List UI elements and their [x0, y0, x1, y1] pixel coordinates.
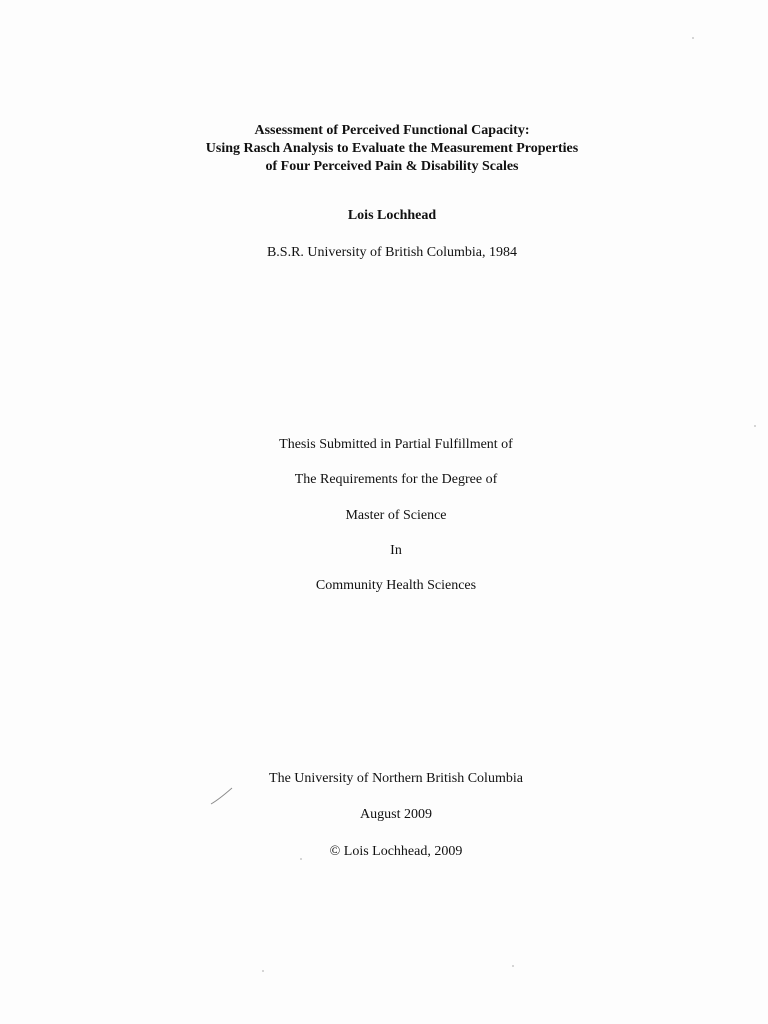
title-line-3: of Four Perceived Pain & Disability Scales	[265, 159, 519, 174]
scan-speck	[692, 37, 694, 39]
thesis-statement-line-2: The Requirements for the Degree of	[294, 472, 498, 487]
scan-speck	[300, 858, 302, 860]
previous-degree: B.S.R. University of British Columbia, 1984	[266, 245, 518, 260]
thesis-statement-line-1: Thesis Submitted in Partial Fulfillment of	[279, 437, 513, 452]
institution-name: The University of Northern British Columbia	[269, 771, 523, 786]
degree-name: Master of Science	[345, 508, 447, 523]
scan-speck	[512, 965, 514, 967]
submission-date: August 2009	[360, 807, 432, 822]
author-name: Lois Lochhead	[347, 208, 437, 223]
copyright-notice: © Lois Lochhead, 2009	[329, 844, 463, 859]
degree-connector: In	[390, 543, 402, 558]
pen-stroke-mark	[210, 786, 234, 806]
program-name: Community Health Sciences	[315, 578, 477, 593]
title-line-1: Assessment of Perceived Functional Capacity:	[254, 123, 530, 138]
scan-speck	[754, 425, 756, 427]
title-line-2: Using Rasch Analysis to Evaluate the Measurement Properties	[205, 141, 579, 156]
scan-speck	[262, 970, 264, 972]
